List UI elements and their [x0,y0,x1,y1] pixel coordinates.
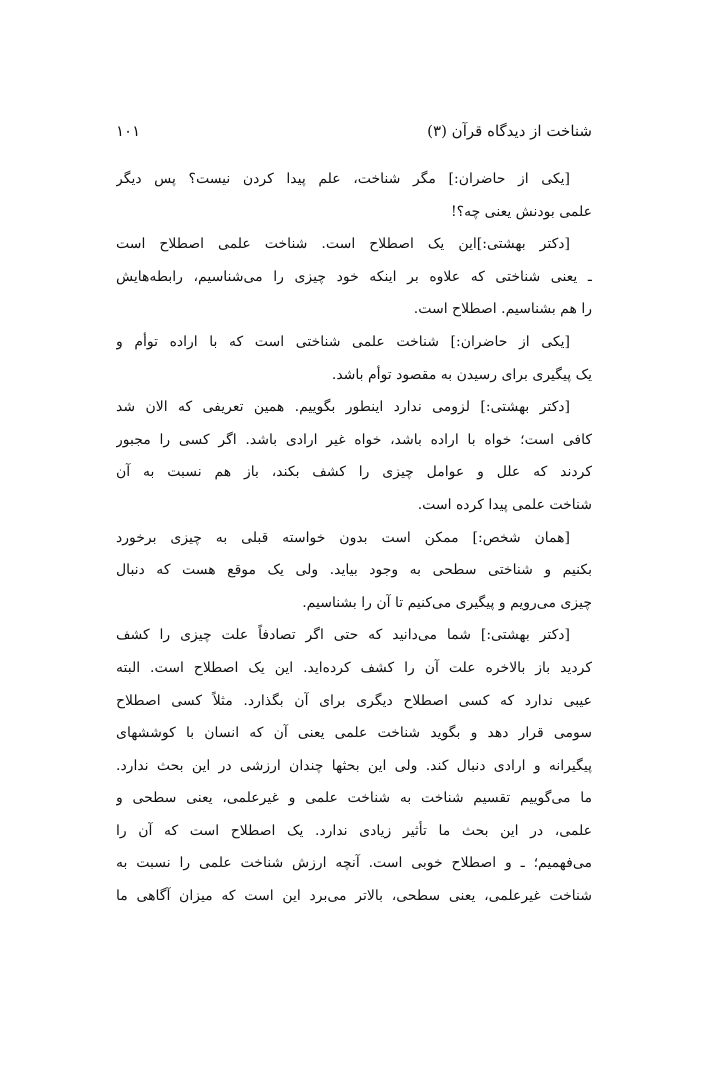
text-line: علمی، در این بحث ما تأثیر زیادی ندارد. یک اصطلاح است که آن را [116,822,592,839]
text-line: [یکی از حاضران:] شناخت علمی شناختی است که با اراده توأم و [116,333,570,350]
text-line: علمی بودنش یعنی چه؟! [451,203,592,220]
text-line: شناخت علمی پیدا کرده است. [417,496,592,513]
text-line: کافی است؛ خواه با اراده باشد، خواه غیر ارادی باشد. اگر کسی را مجبور [116,431,592,448]
text-line: [یکی از حاضران:] مگر شناخت، علم پیدا کردن نیست؟ پس دیگر [116,171,570,187]
text-line: کردند که علل و عوامل چیزی را کشف بکند، باز هم نسبت به آن [116,464,592,481]
page-number: ۱۰۱ [116,122,141,140]
text-line: [دکتر بهشتی:] لزومی ندارد اینطور بگوییم. همین تعریفی که الان شد [116,399,570,416]
text-line: بکنیم و شناختی سطحی به وجود بیاید. ولی یک موقع هست که دنبال [116,562,592,579]
text-line: عیبی ندارد که کسی اصطلاح دیگری برای آن بگذارد. مثلاً کسی اصطلاح [116,692,592,709]
text-line: سومی قرار دهد و بگوید شناخت علمی یعنی آن که انسان با کوششهای [116,725,592,742]
text-line: یک پیگیری برای رسیدن به مقصود توأم باشد. [331,366,592,383]
text-line: [دکتر بهشتی:] شما می‌دانید که حتی اگر تصادفاً علت چیزی را کشف [116,627,570,644]
text-line: چیزی می‌رویم و پیگیری می‌کنیم تا آن را بشناسیم. [302,594,592,611]
text-line: می‌فهمیم؛ ـ و اصطلاح خوبی است. آنچه ارزش شناخت علمی را نسبت به [116,855,592,872]
text-line: [دکتر بهشتی:]این یک اصطلاح است. شناخت علمی اصطلاح است [116,236,570,253]
running-header [116,118,592,144]
text-line: را هم بشناسیم. اصطلاح است. [413,301,592,318]
text-line: ـ یعنی شناختی که علاوه بر اینکه خود چیزی را می‌شناسیم، رابطه‌هایش [116,268,592,285]
running-header-title: شناخت از دیدگاه قرآن (۳) [427,122,592,140]
body-text [116,163,592,913]
text-line: کردید باز بالاخره علت آن را کشف کرده‌اید. این یک اصطلاح است. البته [116,659,592,676]
text-line: [همان شخص:] ممکن است بدون خواسته قبلی به چیزی برخورد [116,529,570,546]
text-line: ما می‌گوییم تقسیم شناخت به شناخت علمی و غیرعلمی، یعنی سطحی و [116,790,592,807]
text-line: شناخت غیرعلمی، یعنی سطحی، بالاتر می‌برد این است که میزان آگاهی ما [116,888,592,905]
text-line: پیگیرانه و ارادی دنبال کند. ولی این بحثها چندان ارزشی در این بحث ندارد. [116,757,592,774]
